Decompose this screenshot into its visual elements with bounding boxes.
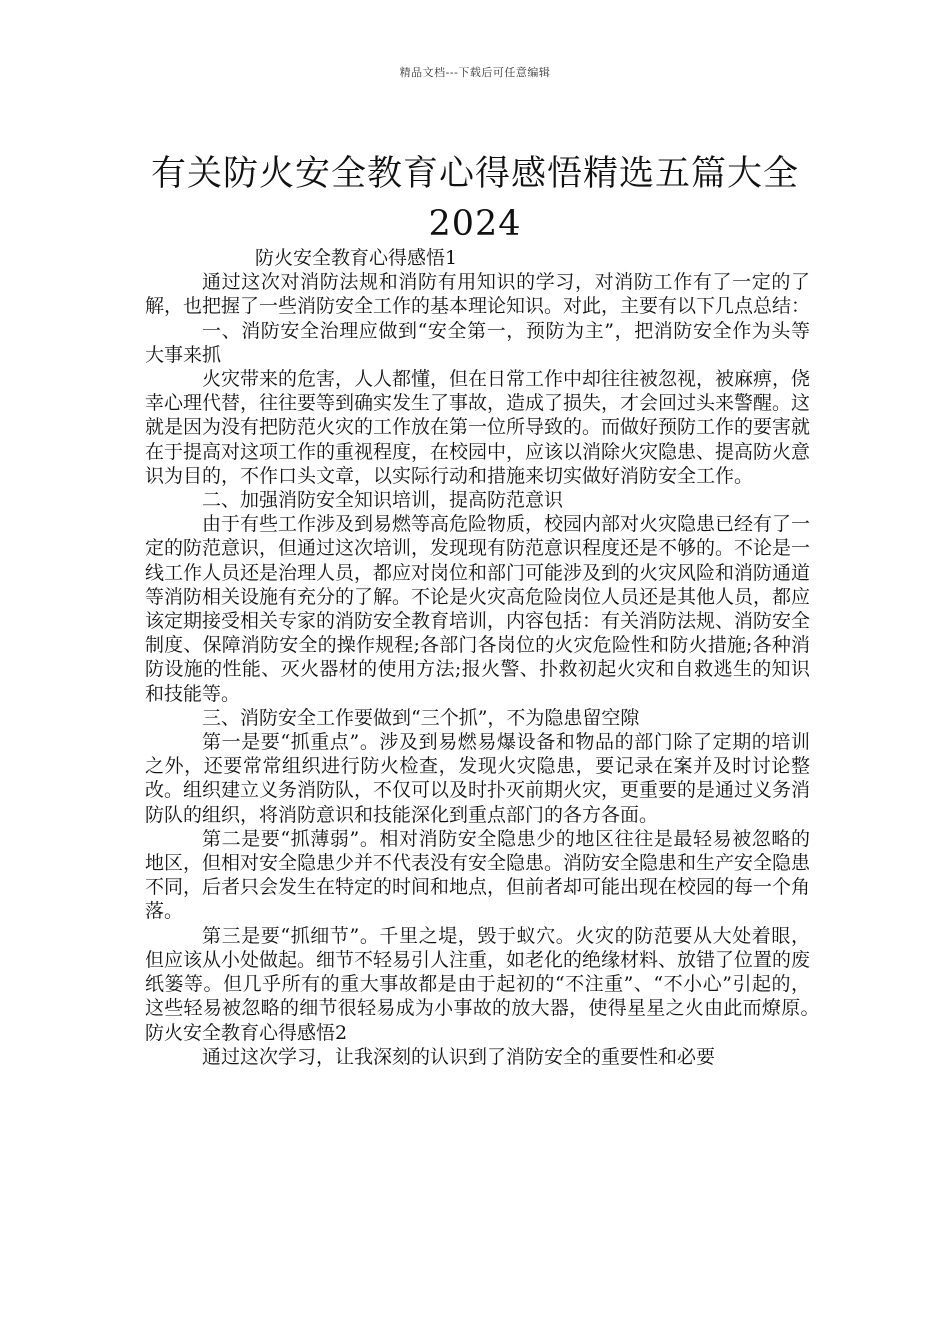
paragraph: 二、加强消防安全知识培训，提高防范意识: [202, 489, 564, 512]
paragraph: 一、消防安全治理应做到“安全第一，预防为主”，把消防安全作为头等大事来抓: [145, 319, 810, 366]
paragraph: 由于有些工作涉及到易燃等高危险物质，校园内部对火灾隐患已经有了一定的防范意识，但通过这次培训，发现现有防范意识程度还是不够的。不论是一线工作人员还是治理人员，都应对岗位和部门可能涉及到的火灾风险和消防通道等消防相关设施有充分的了解。不论是火灾高危险岗位人员还是其他人员，都应该定期接受相关专家的消防安全教育培训，内容包括：有关消防法规、消防安全制度、保障消防安全的操作规程;各部门各岗位的火灾危险性和防火措施;各种消防设施的性能、灭火器材的使用方法;报火警、扑救初起火灾和自救逃生的知识和技能等。: [145, 513, 811, 705]
header-note: 精品文档---下载后可任意编辑: [399, 66, 551, 79]
document-body: [145, 246, 849, 1069]
section-subtitle: 防火安全教育心得感悟1: [255, 247, 458, 269]
document-title: 有关防火安全教育心得感悟精选五篇大全2024: [150, 154, 799, 245]
paragraph: 第一是要“抓重点”。涉及到易燃易爆设备和物品的部门除了定期的培训之外，还要常常组织进行防火检查，发现火灾隐患，要记录在案并及时讨论整改。组织建立义务消防队，不仅可以及时扑灭前期火灾，更重要的是通过义务消防队的组织，将消防意识和技能深化到重点部门的各方各面。: [145, 731, 811, 826]
paragraph: 第二是要“抓薄弱”。相对消防安全隐患少的地区往往是最轻易被忽略的地区，但相对安全隐患少并不代表没有安全隐患。消防安全隐患和生产安全隐患不同，后者只会发生在特定的时间和地点，但前者却可能出现在校园的每一个角落。: [145, 827, 811, 923]
paragraph: 第三是要“抓细节”。千里之堤，毁于蚁穴。火灾的防范要从大处着眼，但应该从小处做起。细节不轻易引人注重，如老化的绝缘材料、放错了位置的废纸篓等。但几乎所有的重大事故都是由于起初的“不注重”、“不小心”引起的，这些轻易被忽略的细节很轻易成为小事故的放大器，使得星星之火由此而燎原。 防火安全教育心得感悟2: [145, 924, 849, 1044]
paragraph: 通过这次对消防法规和消防有用知识的学习，对消防工作有了一定的了解，也把握了一些消防安全工作的基本理论知识。对此，主要有以下几点总结：: [145, 271, 811, 318]
paragraph: 通过这次学习，让我深刻的认识到了消防安全的重要性和必要: [202, 1045, 716, 1068]
paragraph: 三、消防安全工作要做到“三个抓”，不为隐患留空隙: [202, 706, 640, 729]
paragraph: 火灾带来的危害，人人都懂，但在日常工作中却往往被忽视，被麻痹，侥幸心理代替，往往要等到确实发生了事故，造成了损失，才会回过头来警醒。这就是因为没有把防范火灾的工作放在第一位所导致的。而做好预防工作的要害就在于提高对这项工作的重视程度，在校园中，应该以消除火灾隐患、提高防火意识为目的，不作口头文章，以实际行动和措施来切实做好消防安全工作。: [145, 368, 811, 487]
